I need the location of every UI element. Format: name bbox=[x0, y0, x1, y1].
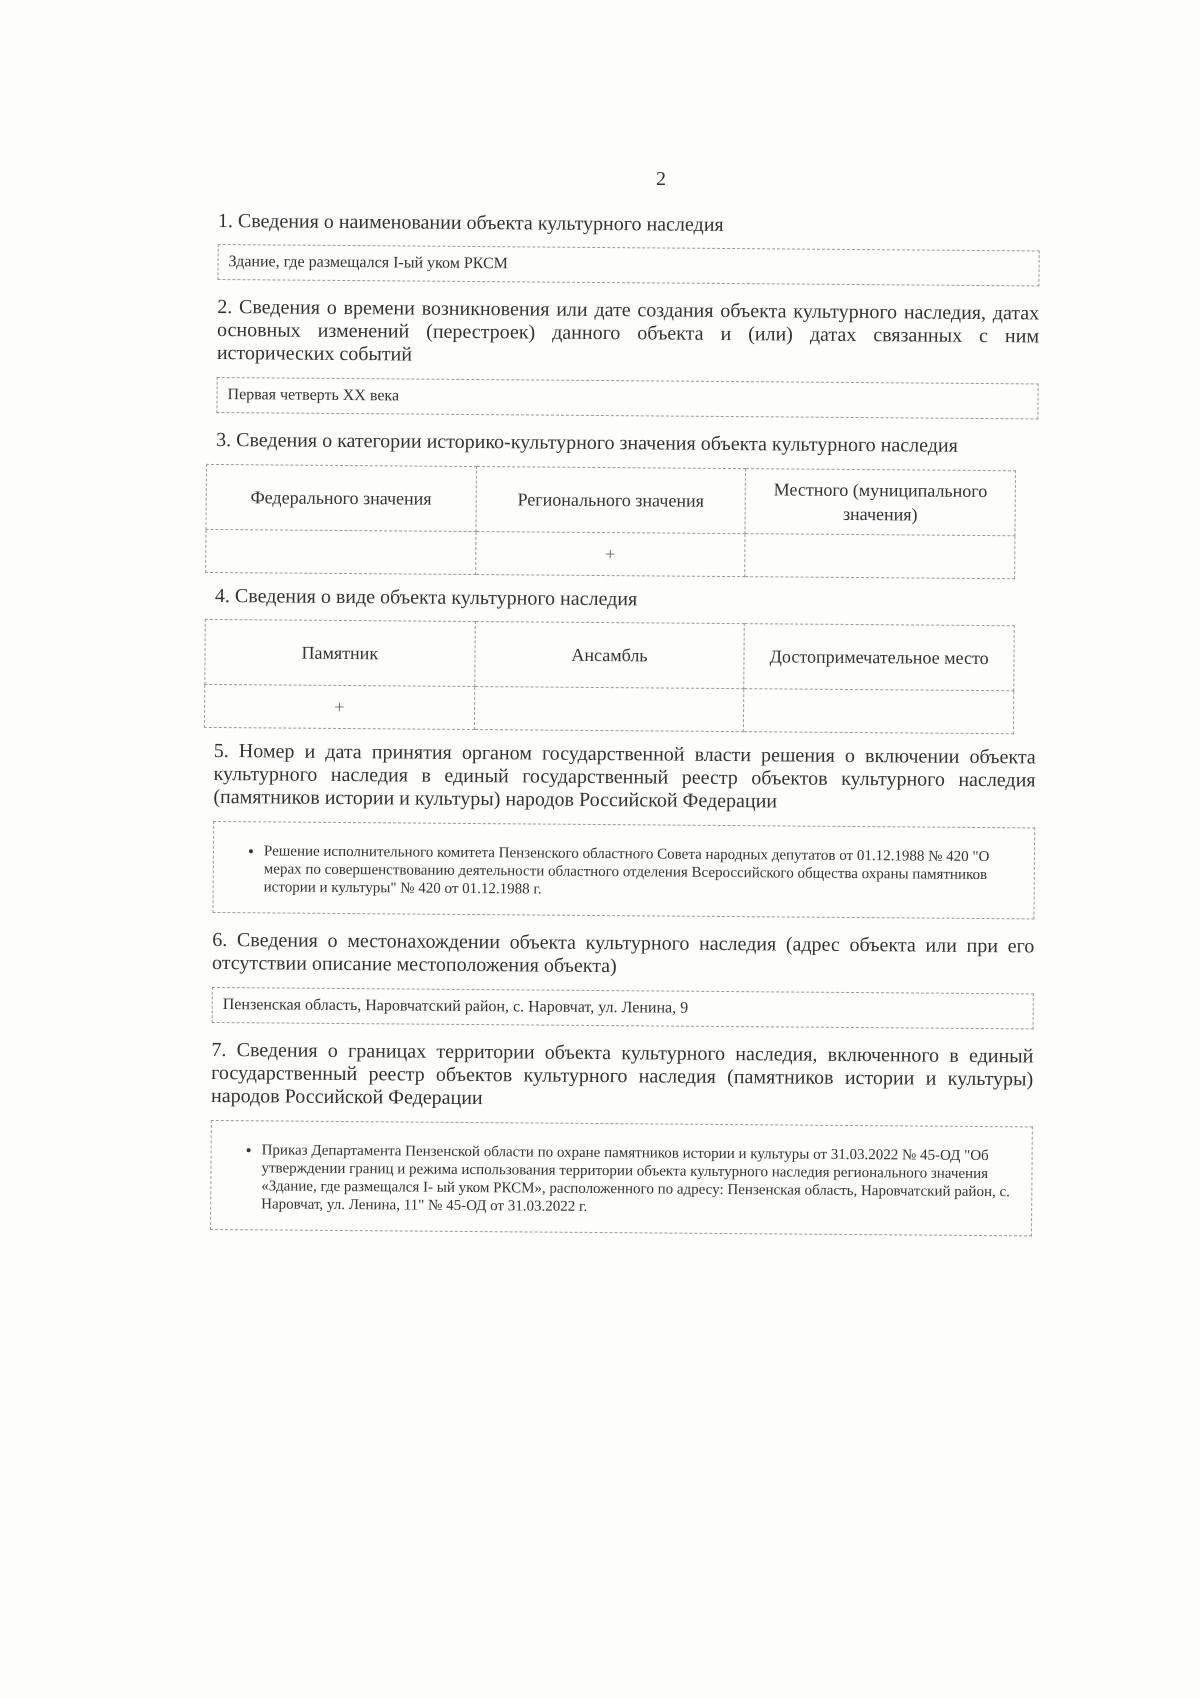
section-5-list-item: • Решение исполнительного комитета Пензенского областного Совета народных депутатов от 01.12.1988 № 420 "О мерах по совершенствованию деятельности областного отделения Всероссийского общества охраны памятников истории и культуры" № 420 от 01.12.1988 г. bbox=[264, 842, 1020, 902]
section-7-list-item: • Приказ Департамента Пензенской области по охране памятников истории и культуры от 31.03.2022 № 45-ОД "Об утверждении границ и режима использования территории объекта культурного наследия регионального значения «Здание, где размещался I- ый уком РКСМ», расположенного по адресу: Пензенская область, Наровчатский район, с. Наровчат, ул. Ленина, 11" № 45-ОД от 31.03.2022 г. bbox=[261, 1141, 1018, 1219]
type-monument-mark: + bbox=[204, 684, 474, 729]
type-ensemble-header: Ансамбль bbox=[474, 622, 744, 689]
page-number: 2 bbox=[656, 168, 666, 190]
section-2-value: Первая четверть XX века bbox=[216, 377, 1038, 419]
section-7-list-box bbox=[210, 1120, 1033, 1236]
section-1-heading: 1. Сведения о наименовании объекта культурного наследия bbox=[217, 210, 724, 236]
type-table bbox=[204, 619, 1015, 734]
category-regional-mark: + bbox=[475, 532, 745, 577]
type-landmark-mark bbox=[744, 689, 1014, 734]
document-content bbox=[210, 210, 1040, 1252]
section-6-value: Пензенская область, Наровчатский район, с. Наровчат, ул. Ленина, 9 bbox=[212, 987, 1034, 1029]
category-regional-header: Регионального значения bbox=[476, 467, 746, 534]
category-local-header: Местного (муниципального значения) bbox=[745, 469, 1015, 536]
section-5-list-box bbox=[212, 821, 1035, 919]
category-federal-header: Федерального значения bbox=[206, 464, 476, 531]
section-6-heading: 6. Сведения о местонахождении объекта культурного наследия (адрес объекта или при его отсутствии описание местоположения объекта) bbox=[211, 928, 1035, 978]
type-ensemble-mark bbox=[474, 687, 744, 732]
section-7-heading: 7. Сведения о границах территории объекта культурного наследия, включенного в единый государственный реестр объектов культурного наследия (памятников истории и культуры) народов Российской Федерации bbox=[210, 1038, 1034, 1110]
section-4-heading: 4. Сведения о виде объекта культурного наследия bbox=[214, 584, 638, 611]
section-5-heading: 5. Номер и дата принятия органом государственной власти решения о включении объекта культурного наследия в единый государственный реестр объектов культурного наследия (памятников истории и культуры) народов Российской Федерации bbox=[213, 739, 1036, 813]
section-1-value: Здание, где размещался I-ый уком РКСМ bbox=[217, 244, 1039, 286]
section-2-heading: 2. Сведения о времени возникновения или дате создания объекта культурного наследия, датах основных изменений (перестроек) данного объекта и (или) датах связанных с ним исторических событий bbox=[216, 295, 1040, 366]
category-table bbox=[205, 464, 1016, 579]
category-local-mark bbox=[745, 534, 1015, 579]
type-monument-header: Памятник bbox=[205, 619, 475, 686]
type-landmark-header: Достопримечательное место bbox=[744, 624, 1014, 691]
section-3-heading: 3. Сведения о категории историко-культурного значения объекта культурного наследия bbox=[216, 428, 958, 457]
category-federal-mark bbox=[206, 529, 476, 574]
